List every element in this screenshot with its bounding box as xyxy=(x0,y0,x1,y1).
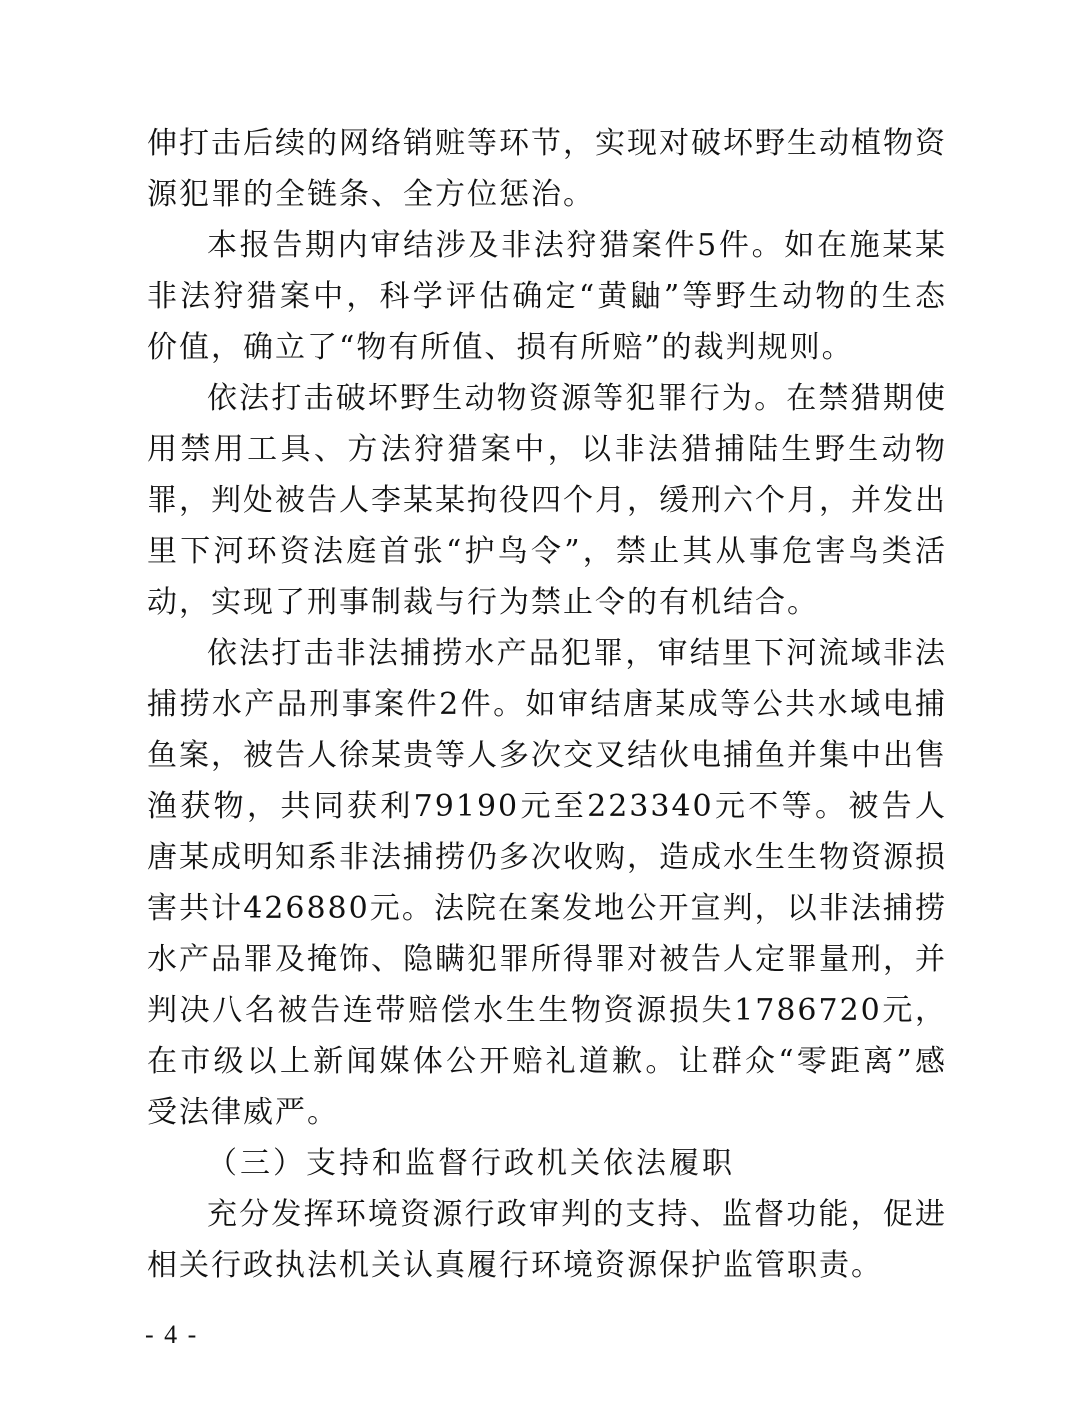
section-heading: （三）支持和监督行政机关依法履职 xyxy=(207,1146,735,1181)
paragraph-illegal-hunting: 本报告期内审结涉及非法狩猎案件5件。如在施某某非法狩猎案中，科学评估确定“黄鼬”等野生动物的生态价值，确立了“物有所值、损有所赔”的裁判规则。 xyxy=(147,228,947,365)
paragraph-administrative-support: 充分发挥环境资源行政审判的支持、监督功能，促进相关行政执法机关认真履行环境资源保护监管职责。 xyxy=(147,1197,947,1283)
page-number: - 4 - xyxy=(145,1320,199,1349)
document-body xyxy=(147,118,947,1291)
paragraph-wildlife-crime: 依法打击破坏野生动物资源等犯罪行为。在禁猎期使用禁用工具、方法狩猎案中，以非法猎捕陆生野生动物罪，判处被告人李某某拘役四个月，缓刑六个月，并发出里下河环资法庭首张“护鸟令”，禁止其从事危害鸟类活动，实现了刑事制裁与行为禁止令的有机结合。 xyxy=(147,381,947,620)
paragraph-continuation: 伸打击后续的网络销赃等环节，实现对破坏野生动植物资源犯罪的全链条、全方位惩治。 xyxy=(147,126,947,212)
paragraph-illegal-fishing: 依法打击非法捕捞水产品犯罪，审结里下河流域非法捕捞水产品刑事案件2件。如审结唐某成等公共水域电捕鱼案，被告人徐某贵等人多次交叉结伙电捕鱼并集中出售渔获物，共同获利79190元至223340元不等。被告人唐某成明知系非法捕捞仍多次收购，造成水生生物资源损害共计426880元。法院在案发地公开宣判，以非法捕捞水产品罪及掩饰、隐瞒犯罪所得罪对被告人定罪量刑，并判决八名被告连带赔偿水生生物资源损失1786720元，在市级以上新闻媒体公开赔礼道歉。让群众“零距离”感受法律威严。 xyxy=(147,636,947,1130)
